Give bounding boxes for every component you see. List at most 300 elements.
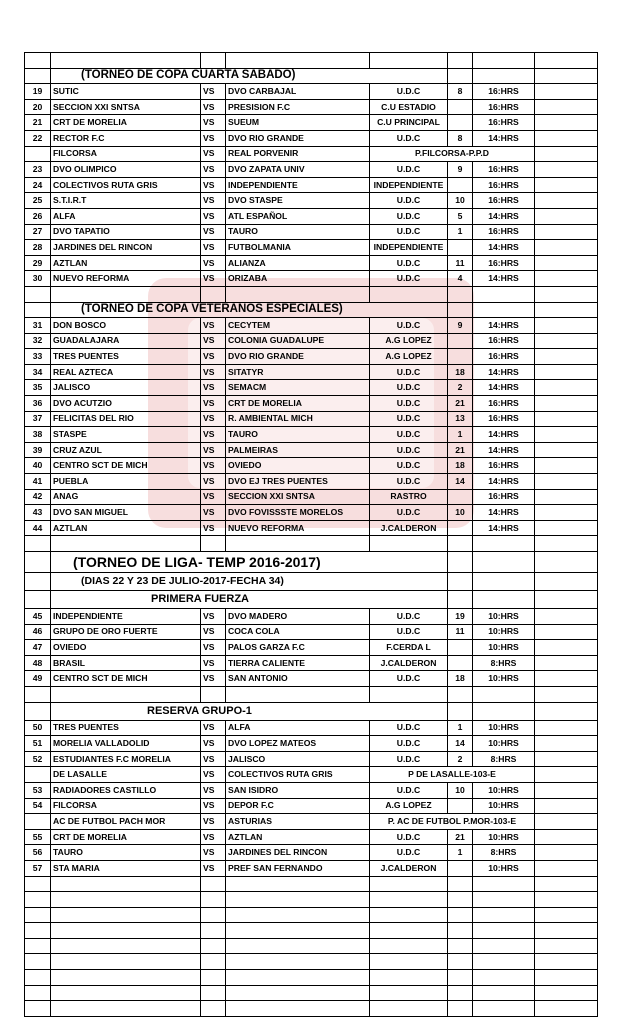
- match-time: 16:HRS: [473, 489, 535, 505]
- empty-cell: [535, 970, 598, 986]
- empty-cell: [51, 907, 201, 923]
- away-team: ALFA: [226, 720, 370, 736]
- section-title: (DIAS 22 Y 23 DE JULIO-2017-FECHA 34): [51, 573, 448, 591]
- match-time: 10:HRS: [473, 720, 535, 736]
- vs-label: VS: [201, 640, 226, 656]
- match-number: 40: [25, 458, 51, 474]
- empty-cell: [535, 609, 598, 625]
- empty-cell: [535, 640, 598, 656]
- field-number: 18: [448, 458, 473, 474]
- empty-cell: [25, 686, 51, 702]
- empty-cell: [370, 1001, 448, 1017]
- vs-label: VS: [201, 84, 226, 100]
- match-number: 29: [25, 255, 51, 271]
- home-team: SECCION XXI SNTSA: [51, 99, 201, 115]
- empty-cell: [370, 923, 448, 939]
- away-team: DVO ZAPATA UNIV: [226, 162, 370, 178]
- empty-cell: [226, 954, 370, 970]
- empty-cell: [226, 970, 370, 986]
- empty-cell: [25, 286, 51, 302]
- empty-cell: [473, 552, 535, 573]
- match-row: [25, 829, 598, 845]
- venue: U.D.C: [370, 271, 448, 287]
- field-number: 1: [448, 224, 473, 240]
- empty-cell: [51, 892, 201, 908]
- empty-cell: [535, 146, 598, 162]
- vs-label: VS: [201, 829, 226, 845]
- match-row: [25, 224, 598, 240]
- empty-cell: [535, 318, 598, 334]
- field-number: [448, 115, 473, 131]
- empty-cell: [535, 520, 598, 536]
- home-team: AC DE FUTBOL PACH MOR: [51, 814, 201, 830]
- match-number: 26: [25, 208, 51, 224]
- away-team: SECCION XXI SNTSA: [226, 489, 370, 505]
- venue: J.CALDERON: [370, 860, 448, 876]
- venue: U.D.C: [370, 364, 448, 380]
- empty-cell: [51, 536, 201, 552]
- field-number: 18: [448, 364, 473, 380]
- empty-cell: [473, 536, 535, 552]
- match-number: 46: [25, 624, 51, 640]
- home-team: COLECTIVOS RUTA GRIS: [51, 177, 201, 193]
- vs-label: VS: [201, 349, 226, 365]
- empty-cell: [448, 536, 473, 552]
- match-time: 14:HRS: [473, 505, 535, 521]
- match-number: 33: [25, 349, 51, 365]
- empty-cell: [448, 302, 473, 318]
- section-title: (TORNEO DE COPA CUARTA SABADO): [51, 68, 448, 84]
- match-number: 47: [25, 640, 51, 656]
- empty-cell: [448, 552, 473, 573]
- away-team: SAN ANTONIO: [226, 671, 370, 687]
- match-row: [25, 655, 598, 671]
- match-time: 16:HRS: [473, 255, 535, 271]
- away-team: JALISCO: [226, 751, 370, 767]
- match-time: 10:HRS: [473, 798, 535, 814]
- home-team: GRUPO DE ORO FUERTE: [51, 624, 201, 640]
- match-number: 20: [25, 99, 51, 115]
- away-team: TIERRA CALIENTE: [226, 655, 370, 671]
- match-number: 45: [25, 609, 51, 625]
- empty-cell: [535, 845, 598, 861]
- empty-row: [25, 286, 598, 302]
- vs-label: VS: [201, 505, 226, 521]
- venue: U.D.C: [370, 505, 448, 521]
- venue: U.D.C: [370, 751, 448, 767]
- home-team: FILCORSA: [51, 146, 201, 162]
- empty-cell: [448, 938, 473, 954]
- venue: U.D.C: [370, 458, 448, 474]
- empty-cell: [473, 954, 535, 970]
- empty-cell: [535, 552, 598, 573]
- section-header-row: [25, 302, 598, 318]
- empty-cell: [370, 954, 448, 970]
- empty-cell: [535, 53, 598, 69]
- match-row: [25, 130, 598, 146]
- empty-cell: [535, 240, 598, 256]
- empty-cell: [535, 474, 598, 490]
- field-number: 11: [448, 255, 473, 271]
- away-team: INDEPENDIENTE: [226, 177, 370, 193]
- match-time: 10:HRS: [473, 609, 535, 625]
- away-team: NUEVO REFORMA: [226, 520, 370, 536]
- empty-cell: [535, 876, 598, 892]
- field-number: 18: [448, 671, 473, 687]
- home-team: FILCORSA: [51, 798, 201, 814]
- empty-cell: [473, 970, 535, 986]
- vs-label: VS: [201, 240, 226, 256]
- match-time: 8:HRS: [473, 655, 535, 671]
- home-team: OVIEDO: [51, 640, 201, 656]
- home-team: DVO OLIMPICO: [51, 162, 201, 178]
- vs-label: VS: [201, 380, 226, 396]
- venue: U.D.C: [370, 609, 448, 625]
- match-time: 8:HRS: [473, 751, 535, 767]
- venue: U.D.C: [370, 427, 448, 443]
- empty-cell: [535, 442, 598, 458]
- empty-cell: [448, 892, 473, 908]
- empty-cell: [535, 193, 598, 209]
- match-number: 34: [25, 364, 51, 380]
- home-team: STASPE: [51, 427, 201, 443]
- venue: J.CALDERON: [370, 655, 448, 671]
- empty-cell: [535, 364, 598, 380]
- section-title: (TORNEO DE LIGA- TEMP 2016-2017): [51, 552, 448, 573]
- venue: U.D.C: [370, 442, 448, 458]
- field-number: 1: [448, 845, 473, 861]
- empty-cell: [201, 53, 226, 69]
- venue: U.D.C: [370, 782, 448, 798]
- match-number: 54: [25, 798, 51, 814]
- empty-cell: [473, 985, 535, 1001]
- empty-cell: [25, 53, 51, 69]
- venue: U.D.C: [370, 255, 448, 271]
- empty-cell: [535, 720, 598, 736]
- venue: U.D.C: [370, 720, 448, 736]
- match-number: 24: [25, 177, 51, 193]
- home-team: PUEBLA: [51, 474, 201, 490]
- field-number: [448, 798, 473, 814]
- home-team: RECTOR F.C: [51, 130, 201, 146]
- match-number: 39: [25, 442, 51, 458]
- empty-cell: [51, 970, 201, 986]
- empty-row: [25, 970, 598, 986]
- empty-cell: [535, 923, 598, 939]
- match-time: 14:HRS: [473, 271, 535, 287]
- empty-cell: [535, 411, 598, 427]
- empty-cell: [201, 536, 226, 552]
- match-number: 38: [25, 427, 51, 443]
- away-team: TAURO: [226, 224, 370, 240]
- empty-cell: [370, 876, 448, 892]
- match-number: 30: [25, 271, 51, 287]
- away-team: ORIZABA: [226, 271, 370, 287]
- empty-cell: [535, 892, 598, 908]
- venue: U.D.C: [370, 380, 448, 396]
- venue: U.D.C: [370, 130, 448, 146]
- match-number: [25, 146, 51, 162]
- vs-label: VS: [201, 458, 226, 474]
- match-row: [25, 177, 598, 193]
- field-number: 21: [448, 396, 473, 412]
- field-number: 10: [448, 782, 473, 798]
- empty-cell: [535, 208, 598, 224]
- vs-label: VS: [201, 333, 226, 349]
- empty-cell: [201, 907, 226, 923]
- empty-cell: [535, 380, 598, 396]
- vs-label: VS: [201, 720, 226, 736]
- vs-label: VS: [201, 255, 226, 271]
- match-time: 10:HRS: [473, 860, 535, 876]
- vs-label: VS: [201, 671, 226, 687]
- away-team: OVIEDO: [226, 458, 370, 474]
- match-row: [25, 349, 598, 365]
- empty-cell: [370, 686, 448, 702]
- vs-label: VS: [201, 442, 226, 458]
- empty-cell: [25, 573, 51, 591]
- venue: U.D.C: [370, 671, 448, 687]
- home-team: DVO SAN MIGUEL: [51, 505, 201, 521]
- away-team: DEPOR F.C: [226, 798, 370, 814]
- empty-cell: [535, 938, 598, 954]
- match-time: 10:HRS: [473, 624, 535, 640]
- match-time: 14:HRS: [473, 318, 535, 334]
- away-team: DVO STASPE: [226, 193, 370, 209]
- match-time: 16:HRS: [473, 177, 535, 193]
- home-team: TRES PUENTES: [51, 349, 201, 365]
- empty-cell: [535, 954, 598, 970]
- empty-cell: [535, 767, 598, 783]
- away-team: FUTBOLMANIA: [226, 240, 370, 256]
- match-time: 8:HRS: [473, 845, 535, 861]
- empty-cell: [51, 876, 201, 892]
- match-number: 56: [25, 845, 51, 861]
- empty-cell: [535, 162, 598, 178]
- empty-cell: [226, 892, 370, 908]
- section-header-row: [25, 68, 598, 84]
- match-time: 14:HRS: [473, 364, 535, 380]
- match-time: 16:HRS: [473, 84, 535, 100]
- empty-cell: [226, 938, 370, 954]
- empty-cell: [535, 177, 598, 193]
- match-number: 43: [25, 505, 51, 521]
- match-time: 16:HRS: [473, 458, 535, 474]
- vs-label: VS: [201, 162, 226, 178]
- away-team: SUEUM: [226, 115, 370, 131]
- venue: P. AC DE FUTBOL P.MOR-103-E: [370, 814, 535, 830]
- empty-cell: [201, 970, 226, 986]
- match-row: [25, 380, 598, 396]
- empty-cell: [226, 536, 370, 552]
- empty-cell: [473, 53, 535, 69]
- away-team: COLECTIVOS RUTA GRIS: [226, 767, 370, 783]
- vs-label: VS: [201, 224, 226, 240]
- empty-cell: [25, 907, 51, 923]
- match-time: 14:HRS: [473, 240, 535, 256]
- venue: U.D.C: [370, 845, 448, 861]
- empty-cell: [535, 829, 598, 845]
- away-team: CRT DE MORELIA: [226, 396, 370, 412]
- match-time: 14:HRS: [473, 474, 535, 490]
- home-team: SUTIC: [51, 84, 201, 100]
- match-number: 21: [25, 115, 51, 131]
- field-number: [448, 333, 473, 349]
- empty-cell: [201, 1001, 226, 1017]
- empty-row: [25, 923, 598, 939]
- match-row: [25, 671, 598, 687]
- empty-cell: [25, 536, 51, 552]
- home-team: MORELIA VALLADOLID: [51, 736, 201, 752]
- empty-cell: [473, 938, 535, 954]
- match-number: 50: [25, 720, 51, 736]
- venue: C.U ESTADIO: [370, 99, 448, 115]
- empty-cell: [25, 970, 51, 986]
- match-row: [25, 240, 598, 256]
- match-row: [25, 411, 598, 427]
- home-team: GUADALAJARA: [51, 333, 201, 349]
- empty-cell: [51, 938, 201, 954]
- away-team: JARDINES DEL RINCON: [226, 845, 370, 861]
- section-header-row: [25, 591, 598, 609]
- match-row: [25, 364, 598, 380]
- match-row: [25, 798, 598, 814]
- vs-label: VS: [201, 609, 226, 625]
- match-row: [25, 520, 598, 536]
- match-number: 52: [25, 751, 51, 767]
- match-row: [25, 814, 598, 830]
- empty-cell: [473, 286, 535, 302]
- match-time: 16:HRS: [473, 115, 535, 131]
- empty-cell: [535, 84, 598, 100]
- empty-cell: [201, 923, 226, 939]
- away-team: DVO RIO GRANDE: [226, 349, 370, 365]
- field-number: [448, 349, 473, 365]
- away-team: ATL ESPAÑOL: [226, 208, 370, 224]
- match-row: [25, 609, 598, 625]
- venue: INDEPENDIENTE: [370, 240, 448, 256]
- vs-label: VS: [201, 146, 226, 162]
- match-row: [25, 767, 598, 783]
- empty-cell: [51, 53, 201, 69]
- field-number: 2: [448, 751, 473, 767]
- empty-cell: [51, 686, 201, 702]
- venue: J.CALDERON: [370, 520, 448, 536]
- match-row: [25, 427, 598, 443]
- field-number: [448, 655, 473, 671]
- venue: F.CERDA L: [370, 640, 448, 656]
- field-number: 2: [448, 380, 473, 396]
- match-time: 14:HRS: [473, 380, 535, 396]
- empty-cell: [535, 686, 598, 702]
- venue: RASTRO: [370, 489, 448, 505]
- empty-cell: [201, 876, 226, 892]
- away-team: ALIANZA: [226, 255, 370, 271]
- match-time: 14:HRS: [473, 130, 535, 146]
- empty-cell: [448, 702, 473, 720]
- empty-cell: [25, 985, 51, 1001]
- empty-cell: [535, 349, 598, 365]
- vs-label: VS: [201, 489, 226, 505]
- empty-cell: [25, 938, 51, 954]
- empty-cell: [25, 1001, 51, 1017]
- match-row: [25, 624, 598, 640]
- empty-cell: [370, 892, 448, 908]
- home-team: FELICITAS DEL RIO: [51, 411, 201, 427]
- away-team: COCA COLA: [226, 624, 370, 640]
- empty-row: [25, 907, 598, 923]
- empty-cell: [535, 860, 598, 876]
- empty-cell: [535, 505, 598, 521]
- field-number: 9: [448, 318, 473, 334]
- vs-label: VS: [201, 318, 226, 334]
- home-team: AZTLAN: [51, 520, 201, 536]
- home-team: BRASIL: [51, 655, 201, 671]
- match-time: 10:HRS: [473, 829, 535, 845]
- venue: U.D.C: [370, 162, 448, 178]
- match-number: 32: [25, 333, 51, 349]
- away-team: AZTLAN: [226, 829, 370, 845]
- empty-cell: [201, 938, 226, 954]
- empty-cell: [535, 458, 598, 474]
- vs-label: VS: [201, 208, 226, 224]
- section-title: (TORNEO DE COPA VETERANOS ESPECIALES): [51, 302, 448, 318]
- match-time: 16:HRS: [473, 99, 535, 115]
- empty-cell: [51, 954, 201, 970]
- vs-label: VS: [201, 130, 226, 146]
- field-number: [448, 240, 473, 256]
- empty-cell: [201, 954, 226, 970]
- venue: U.D.C: [370, 736, 448, 752]
- field-number: 8: [448, 130, 473, 146]
- match-number: 51: [25, 736, 51, 752]
- empty-cell: [448, 1001, 473, 1017]
- empty-row: [25, 938, 598, 954]
- empty-cell: [201, 686, 226, 702]
- away-team: PRESISION F.C: [226, 99, 370, 115]
- empty-cell: [201, 286, 226, 302]
- empty-cell: [473, 302, 535, 318]
- vs-label: VS: [201, 624, 226, 640]
- empty-cell: [473, 591, 535, 609]
- section-header-row: [25, 702, 598, 720]
- match-row: [25, 458, 598, 474]
- empty-cell: [370, 970, 448, 986]
- match-row: [25, 720, 598, 736]
- match-time: 10:HRS: [473, 782, 535, 798]
- away-team: DVO FOVISSSTE MORELOS: [226, 505, 370, 521]
- match-row: [25, 255, 598, 271]
- empty-cell: [25, 552, 51, 573]
- empty-cell: [535, 271, 598, 287]
- empty-cell: [535, 68, 598, 84]
- venue: U.D.C: [370, 318, 448, 334]
- match-row: [25, 782, 598, 798]
- empty-cell: [535, 751, 598, 767]
- home-team: CRT DE MORELIA: [51, 829, 201, 845]
- away-team: DVO LOPEZ MATEOS: [226, 736, 370, 752]
- empty-cell: [535, 702, 598, 720]
- empty-cell: [535, 286, 598, 302]
- empty-cell: [473, 876, 535, 892]
- field-number: 5: [448, 208, 473, 224]
- empty-cell: [448, 686, 473, 702]
- empty-cell: [473, 1001, 535, 1017]
- empty-cell: [535, 573, 598, 591]
- empty-cell: [535, 536, 598, 552]
- away-team: DVO EJ TRES PUENTES: [226, 474, 370, 490]
- home-team: DE LASALLE: [51, 767, 201, 783]
